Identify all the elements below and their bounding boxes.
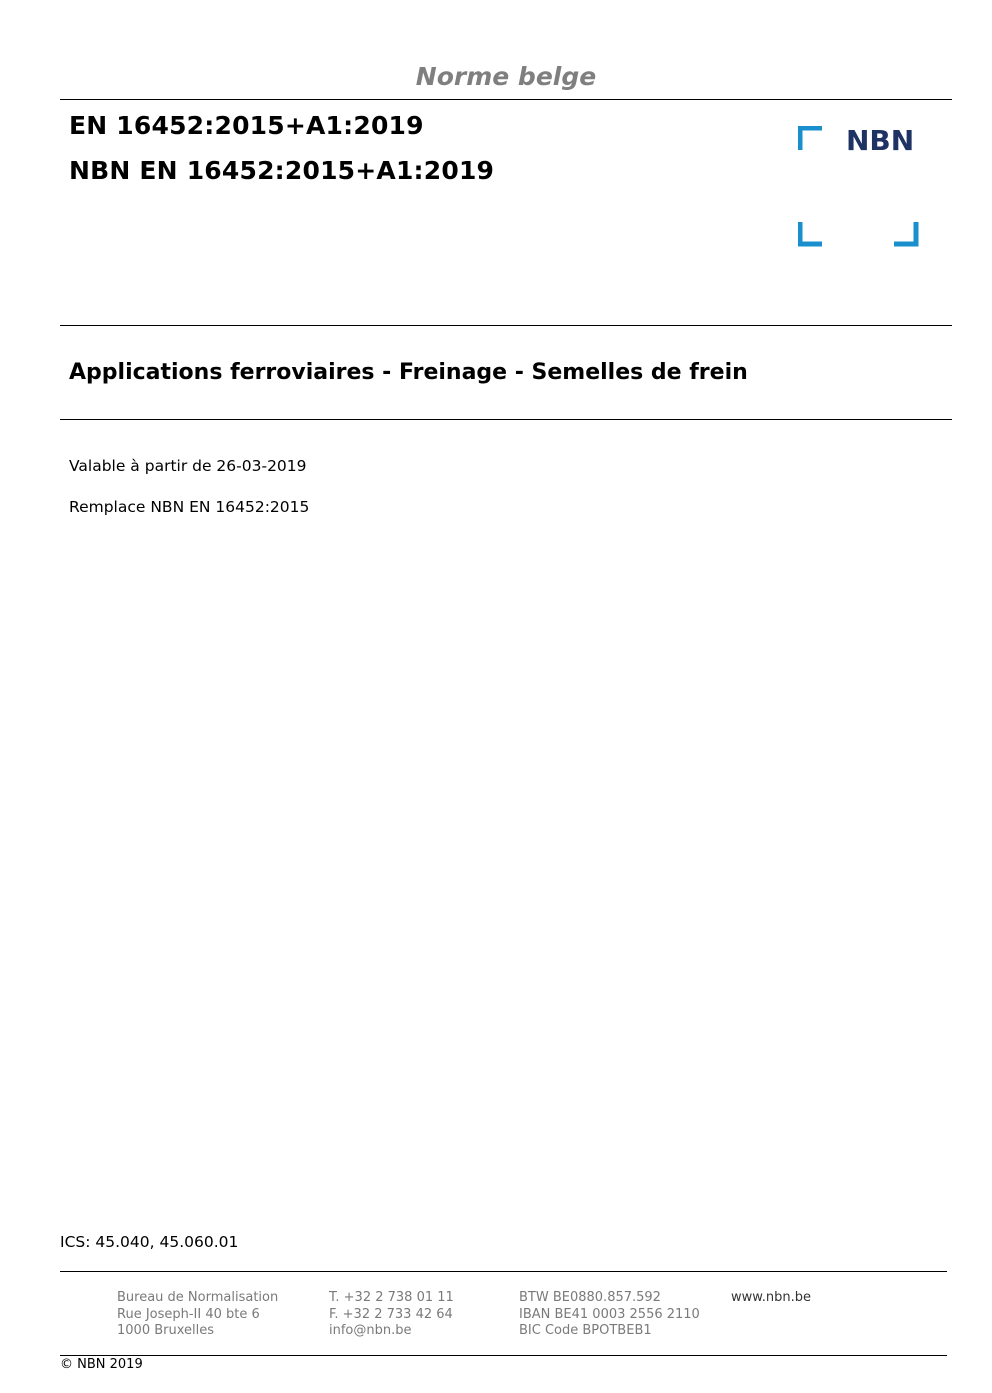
logo-bracket-bottom-right [894,222,916,244]
footer-address-line: Rue Joseph-II 40 bte 6 [117,1306,260,1322]
title-bottom-divider [60,419,952,420]
footer-website[interactable]: www.nbn.be [731,1290,811,1305]
footer-bottom-divider [60,1355,947,1356]
document-type-heading: Norme belge [415,62,597,91]
logo-bracket-bottom-left [800,222,822,244]
footer-iban: IBAN BE41 0003 2556 2110 [519,1306,700,1322]
standard-number-nbn: NBN EN 16452:2015+A1:2019 [69,156,495,185]
logo-bracket-top-left [800,128,822,150]
logo-text: NBN [846,126,915,157]
top-divider [60,99,952,100]
copyright-notice: © NBN 2019 [60,1357,143,1372]
footer-top-divider [60,1271,947,1272]
standard-number-en: EN 16452:2015+A1:2019 [69,111,424,140]
document-title: Applications ferroviaires - Freinage - Semelles de frein [69,360,748,385]
footer-address-line: Bureau de Normalisation [117,1290,279,1305]
footer-phone: T. +32 2 738 01 11 [329,1290,454,1305]
ics-codes: ICS: 45.040, 45.060.01 [60,1233,239,1251]
footer-contact [329,1290,454,1340]
footer-bank [519,1290,700,1340]
footer-bic: BIC Code BPOTBEB1 [519,1323,652,1338]
footer-vat: BTW BE0880.857.592 [519,1290,661,1305]
footer-email: info@nbn.be [329,1323,412,1338]
footer-address-line: 1000 Bruxelles [117,1323,215,1338]
header-bottom-divider [60,325,952,326]
nbn-logo [798,126,922,248]
validity-date: Valable à partir de 26-03-2019 [69,457,307,475]
footer-fax: F. +32 2 733 42 64 [329,1306,453,1322]
replaces-standard: Remplace NBN EN 16452:2015 [69,498,310,516]
footer-address [117,1290,278,1340]
nbn-logo-graphic [798,126,922,248]
